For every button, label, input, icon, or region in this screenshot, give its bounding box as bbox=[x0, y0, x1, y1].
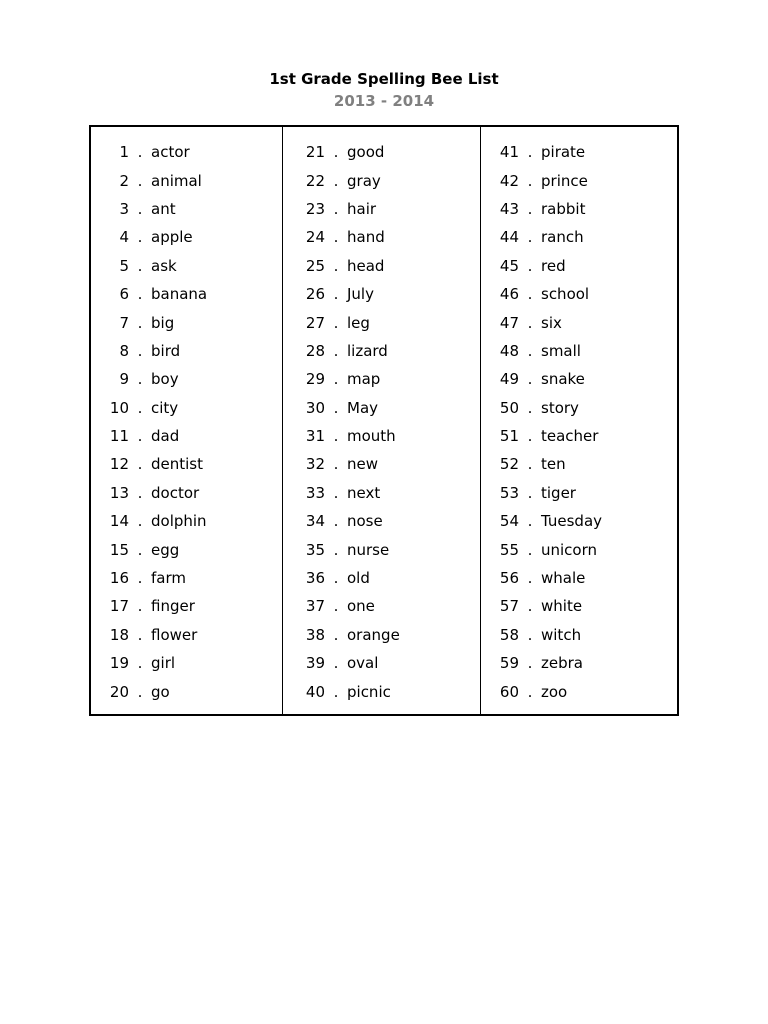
item-separator: . bbox=[527, 370, 533, 389]
spelling-word: finger bbox=[151, 597, 195, 616]
item-separator: . bbox=[137, 143, 143, 162]
spelling-word: farm bbox=[151, 569, 186, 588]
item-separator: . bbox=[137, 597, 143, 616]
document-subtitle: 2013 - 2014 bbox=[333, 92, 435, 110]
list-item bbox=[481, 564, 677, 592]
item-number: 22 bbox=[305, 171, 325, 190]
spelling-word: May bbox=[347, 398, 379, 417]
item-separator: . bbox=[333, 455, 339, 474]
list-item bbox=[283, 535, 480, 563]
spelling-word: tiger bbox=[541, 483, 576, 502]
item-separator: . bbox=[333, 199, 339, 218]
spelling-word: story bbox=[541, 398, 579, 417]
spelling-word: big bbox=[151, 313, 175, 332]
spelling-word: snake bbox=[541, 370, 585, 389]
list-item bbox=[481, 535, 677, 563]
item-number: 50 bbox=[499, 398, 519, 417]
spelling-word: city bbox=[151, 398, 179, 417]
item-number: 44 bbox=[499, 228, 519, 247]
item-number: 35 bbox=[305, 540, 325, 559]
item-number: 18 bbox=[109, 625, 129, 644]
item-number: 45 bbox=[499, 256, 519, 275]
spelling-word: one bbox=[347, 597, 375, 616]
spelling-word: pirate bbox=[541, 143, 586, 162]
spelling-word: old bbox=[347, 569, 370, 588]
list-item bbox=[481, 223, 677, 251]
list-item bbox=[91, 308, 282, 336]
item-separator: . bbox=[527, 483, 533, 502]
item-number: 23 bbox=[305, 199, 325, 218]
item-separator: . bbox=[137, 540, 143, 559]
list-item bbox=[91, 195, 282, 223]
item-separator: . bbox=[137, 625, 143, 644]
list-item bbox=[283, 649, 480, 677]
spelling-word: bird bbox=[151, 341, 181, 360]
spelling-word: hair bbox=[347, 199, 377, 218]
spelling-word: unicorn bbox=[541, 540, 598, 559]
spelling-word: witch bbox=[541, 625, 582, 644]
item-number: 27 bbox=[305, 313, 325, 332]
item-number: 1 bbox=[119, 143, 129, 162]
spelling-word: lizard bbox=[347, 341, 388, 360]
item-number: 13 bbox=[109, 483, 129, 502]
item-number: 4 bbox=[119, 228, 129, 247]
list-item bbox=[91, 621, 282, 649]
list-item bbox=[91, 649, 282, 677]
spelling-word: go bbox=[151, 682, 170, 701]
list-item bbox=[481, 280, 677, 308]
list-item bbox=[283, 223, 480, 251]
item-separator: . bbox=[527, 682, 533, 701]
spelling-word: egg bbox=[151, 540, 180, 559]
item-number: 32 bbox=[305, 455, 325, 474]
spelling-word: rabbit bbox=[541, 199, 586, 218]
item-separator: . bbox=[527, 654, 533, 673]
spelling-word: oval bbox=[347, 654, 379, 673]
item-separator: . bbox=[137, 313, 143, 332]
spelling-word: animal bbox=[151, 171, 202, 190]
item-number: 53 bbox=[499, 483, 519, 502]
item-separator: . bbox=[333, 682, 339, 701]
list-item bbox=[481, 507, 677, 535]
spelling-word: apple bbox=[151, 228, 193, 247]
item-separator: . bbox=[527, 625, 533, 644]
list-item bbox=[91, 507, 282, 535]
item-number: 15 bbox=[109, 540, 129, 559]
spelling-word: flower bbox=[151, 625, 198, 644]
spelling-word: banana bbox=[151, 285, 208, 304]
item-number: 8 bbox=[119, 341, 129, 360]
item-number: 25 bbox=[305, 256, 325, 275]
spelling-word: doctor bbox=[151, 483, 200, 502]
list-item bbox=[283, 479, 480, 507]
item-number: 2 bbox=[119, 171, 129, 190]
item-number: 51 bbox=[499, 427, 519, 446]
list-item bbox=[481, 138, 677, 166]
spelling-word: ask bbox=[151, 256, 177, 275]
list-item bbox=[91, 479, 282, 507]
list-item bbox=[481, 337, 677, 365]
item-number: 59 bbox=[499, 654, 519, 673]
item-separator: . bbox=[333, 313, 339, 332]
list-item bbox=[91, 223, 282, 251]
spelling-word: head bbox=[347, 256, 385, 275]
spelling-word: Tuesday bbox=[541, 512, 603, 531]
list-item bbox=[283, 280, 480, 308]
item-number: 29 bbox=[305, 370, 325, 389]
list-item bbox=[283, 166, 480, 194]
item-number: 48 bbox=[499, 341, 519, 360]
item-separator: . bbox=[137, 455, 143, 474]
item-number: 26 bbox=[305, 285, 325, 304]
list-item bbox=[481, 649, 677, 677]
item-separator: . bbox=[137, 682, 143, 701]
item-separator: . bbox=[333, 427, 339, 446]
item-number: 55 bbox=[499, 540, 519, 559]
item-number: 49 bbox=[499, 370, 519, 389]
list-item bbox=[91, 564, 282, 592]
spelling-word: six bbox=[541, 313, 562, 332]
item-number: 36 bbox=[305, 569, 325, 588]
word-column-1 bbox=[91, 127, 282, 714]
list-item bbox=[91, 280, 282, 308]
item-number: 16 bbox=[109, 569, 129, 588]
item-separator: . bbox=[333, 341, 339, 360]
item-number: 3 bbox=[119, 199, 129, 218]
list-item bbox=[283, 621, 480, 649]
spelling-word: good bbox=[347, 143, 385, 162]
item-separator: . bbox=[333, 370, 339, 389]
item-number: 19 bbox=[109, 654, 129, 673]
item-number: 7 bbox=[119, 313, 129, 332]
item-number: 37 bbox=[305, 597, 325, 616]
word-column-3 bbox=[480, 127, 677, 714]
item-separator: . bbox=[333, 483, 339, 502]
list-item bbox=[283, 450, 480, 478]
item-number: 28 bbox=[305, 341, 325, 360]
list-item bbox=[283, 195, 480, 223]
item-separator: . bbox=[527, 569, 533, 588]
item-number: 34 bbox=[305, 512, 325, 531]
item-separator: . bbox=[137, 427, 143, 446]
item-number: 12 bbox=[109, 455, 129, 474]
item-separator: . bbox=[137, 228, 143, 247]
spelling-word: red bbox=[541, 256, 566, 275]
item-separator: . bbox=[527, 285, 533, 304]
spelling-word: ant bbox=[151, 199, 176, 218]
list-item bbox=[283, 394, 480, 422]
list-item bbox=[91, 337, 282, 365]
item-separator: . bbox=[527, 256, 533, 275]
item-separator: . bbox=[527, 313, 533, 332]
spelling-word: zebra bbox=[541, 654, 583, 673]
spelling-word: dolphin bbox=[151, 512, 207, 531]
spelling-word: map bbox=[347, 370, 381, 389]
item-separator: . bbox=[527, 427, 533, 446]
item-separator: . bbox=[333, 228, 339, 247]
item-separator: . bbox=[137, 370, 143, 389]
spelling-word: July bbox=[347, 285, 374, 304]
item-separator: . bbox=[333, 625, 339, 644]
item-separator: . bbox=[137, 569, 143, 588]
item-number: 21 bbox=[305, 143, 325, 162]
list-item bbox=[283, 337, 480, 365]
spelling-word-table bbox=[89, 125, 679, 716]
spelling-word: hand bbox=[347, 228, 385, 247]
item-number: 10 bbox=[109, 398, 129, 417]
list-item bbox=[283, 365, 480, 393]
item-number: 9 bbox=[119, 370, 129, 389]
item-number: 52 bbox=[499, 455, 519, 474]
item-separator: . bbox=[333, 654, 339, 673]
list-item bbox=[91, 450, 282, 478]
item-separator: . bbox=[527, 143, 533, 162]
item-separator: . bbox=[527, 199, 533, 218]
list-item bbox=[481, 308, 677, 336]
item-separator: . bbox=[137, 483, 143, 502]
list-item bbox=[481, 394, 677, 422]
item-separator: . bbox=[527, 341, 533, 360]
item-number: 24 bbox=[305, 228, 325, 247]
list-item bbox=[283, 252, 480, 280]
spelling-word: ten bbox=[541, 455, 566, 474]
item-number: 57 bbox=[499, 597, 519, 616]
spelling-word: teacher bbox=[541, 427, 599, 446]
item-separator: . bbox=[333, 171, 339, 190]
list-item bbox=[91, 592, 282, 620]
spelling-word: ranch bbox=[541, 228, 584, 247]
spelling-word: white bbox=[541, 597, 583, 616]
spelling-word: orange bbox=[347, 625, 400, 644]
spelling-word: gray bbox=[347, 171, 381, 190]
item-separator: . bbox=[527, 597, 533, 616]
item-number: 42 bbox=[499, 171, 519, 190]
item-number: 41 bbox=[499, 143, 519, 162]
list-item bbox=[283, 308, 480, 336]
spelling-word: dentist bbox=[151, 455, 204, 474]
list-item bbox=[481, 422, 677, 450]
list-item bbox=[91, 166, 282, 194]
item-separator: . bbox=[333, 597, 339, 616]
spelling-word: zoo bbox=[541, 682, 568, 701]
spelling-word: prince bbox=[541, 171, 588, 190]
list-item bbox=[91, 138, 282, 166]
document-title: 1st Grade Spelling Bee List bbox=[269, 70, 499, 88]
item-separator: . bbox=[527, 455, 533, 474]
spelling-word: next bbox=[347, 483, 381, 502]
spelling-word: girl bbox=[151, 654, 176, 673]
word-column-2 bbox=[282, 127, 480, 714]
list-item bbox=[91, 252, 282, 280]
item-separator: . bbox=[333, 569, 339, 588]
item-separator: . bbox=[333, 285, 339, 304]
spelling-word: new bbox=[347, 455, 379, 474]
item-separator: . bbox=[137, 398, 143, 417]
list-item bbox=[481, 592, 677, 620]
spelling-word: small bbox=[541, 341, 581, 360]
item-number: 31 bbox=[305, 427, 325, 446]
list-item bbox=[481, 677, 677, 705]
list-item bbox=[283, 592, 480, 620]
item-separator: . bbox=[333, 256, 339, 275]
list-item bbox=[283, 422, 480, 450]
list-item bbox=[91, 677, 282, 705]
list-item bbox=[283, 564, 480, 592]
spelling-word: school bbox=[541, 285, 590, 304]
item-number: 33 bbox=[305, 483, 325, 502]
spelling-word: dad bbox=[151, 427, 180, 446]
spelling-word: nose bbox=[347, 512, 383, 531]
item-number: 5 bbox=[119, 256, 129, 275]
item-separator: . bbox=[137, 199, 143, 218]
list-item bbox=[283, 138, 480, 166]
list-item bbox=[91, 394, 282, 422]
item-number: 14 bbox=[109, 512, 129, 531]
item-number: 56 bbox=[499, 569, 519, 588]
item-number: 47 bbox=[499, 313, 519, 332]
item-separator: . bbox=[137, 512, 143, 531]
item-separator: . bbox=[527, 398, 533, 417]
list-item bbox=[481, 166, 677, 194]
list-item bbox=[481, 450, 677, 478]
spelling-word: nurse bbox=[347, 540, 390, 559]
item-separator: . bbox=[333, 540, 339, 559]
item-separator: . bbox=[137, 341, 143, 360]
item-number: 17 bbox=[109, 597, 129, 616]
item-number: 6 bbox=[119, 285, 129, 304]
item-separator: . bbox=[137, 654, 143, 673]
list-item bbox=[481, 479, 677, 507]
item-separator: . bbox=[527, 171, 533, 190]
list-item bbox=[283, 677, 480, 705]
item-number: 40 bbox=[305, 682, 325, 701]
item-separator: . bbox=[527, 228, 533, 247]
item-number: 58 bbox=[499, 625, 519, 644]
list-item bbox=[481, 365, 677, 393]
item-number: 20 bbox=[109, 682, 129, 701]
item-separator: . bbox=[137, 171, 143, 190]
item-separator: . bbox=[137, 285, 143, 304]
item-number: 39 bbox=[305, 654, 325, 673]
item-separator: . bbox=[333, 512, 339, 531]
list-item bbox=[481, 621, 677, 649]
item-separator: . bbox=[137, 256, 143, 275]
item-number: 54 bbox=[499, 512, 519, 531]
list-item bbox=[91, 422, 282, 450]
item-separator: . bbox=[333, 398, 339, 417]
list-item bbox=[481, 252, 677, 280]
item-number: 30 bbox=[305, 398, 325, 417]
spelling-word: boy bbox=[151, 370, 179, 389]
item-number: 60 bbox=[499, 682, 519, 701]
list-item bbox=[91, 365, 282, 393]
spelling-word: leg bbox=[347, 313, 370, 332]
item-number: 46 bbox=[499, 285, 519, 304]
spelling-word: actor bbox=[151, 143, 190, 162]
spelling-word: whale bbox=[541, 569, 586, 588]
item-separator: . bbox=[527, 540, 533, 559]
list-item bbox=[283, 507, 480, 535]
item-separator: . bbox=[333, 143, 339, 162]
list-item bbox=[481, 195, 677, 223]
item-number: 11 bbox=[109, 427, 129, 446]
spelling-word: picnic bbox=[347, 682, 391, 701]
item-separator: . bbox=[527, 512, 533, 531]
item-number: 38 bbox=[305, 625, 325, 644]
spelling-word: mouth bbox=[347, 427, 396, 446]
item-number: 43 bbox=[499, 199, 519, 218]
list-item bbox=[91, 535, 282, 563]
